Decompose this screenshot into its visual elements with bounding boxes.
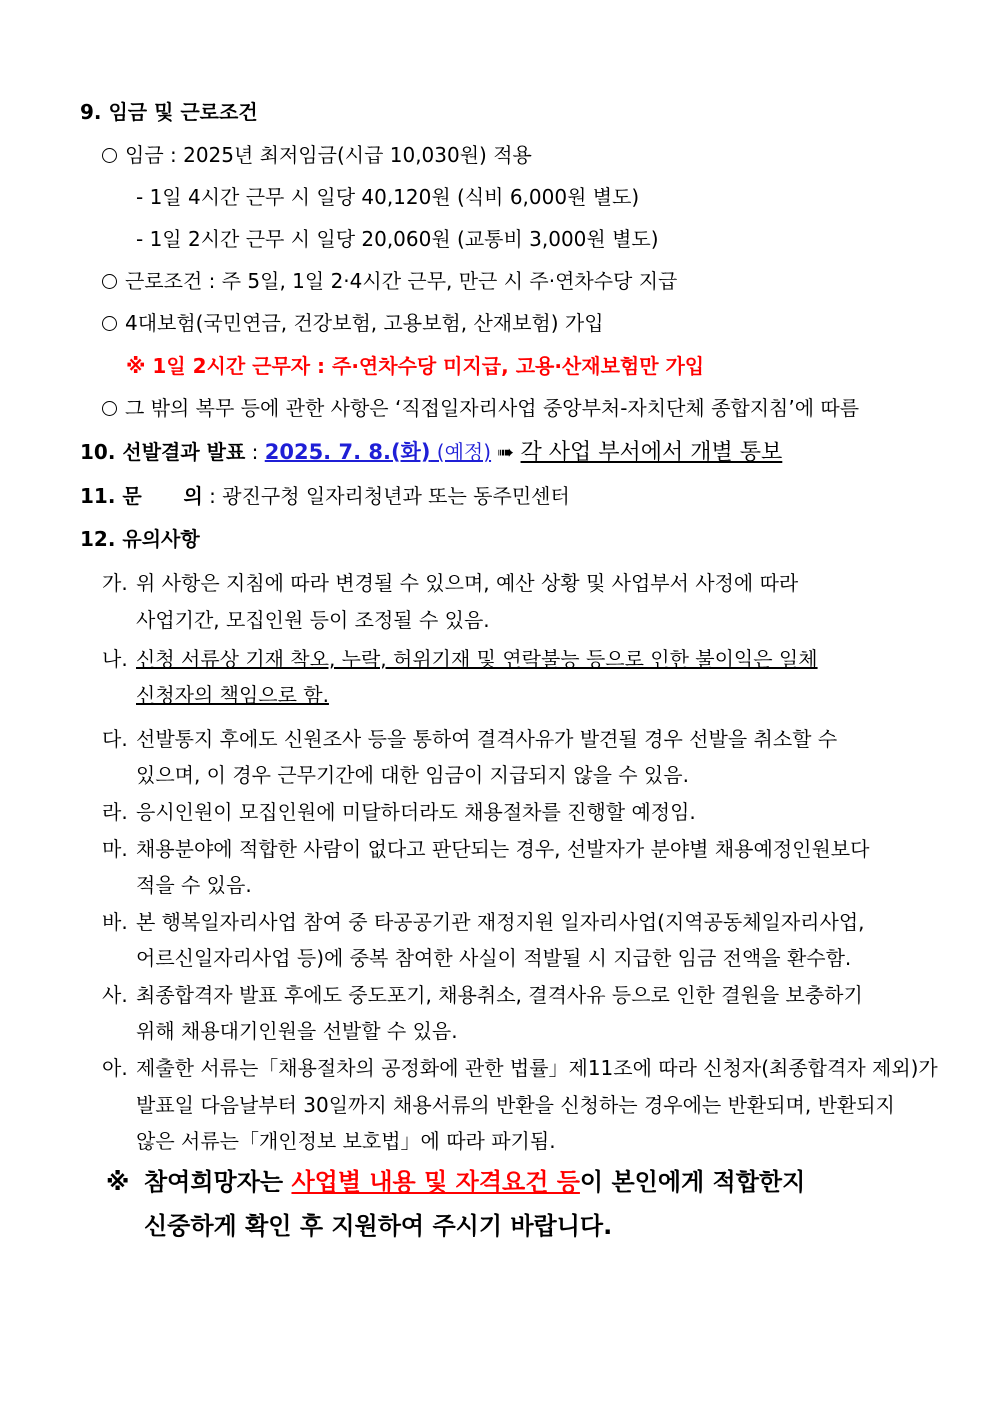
notice-item-line: 선발통지 후에도 신원조사 등을 통하여 결격사유가 발견될 경우 선발을 취소할 수 [136, 727, 838, 751]
final-note-line-2: 신중하게 확인 후 지원하여 주시기 바랍니다. [144, 1212, 613, 1240]
section-11-line [80, 482, 570, 510]
notice-item-line: 발표일 다음날부터 30일까지 채용서류의 반환을 신청하는 경우에는 반환되며, 반환되지 [136, 1093, 895, 1117]
arrow-icon: ➠ [491, 440, 521, 464]
notice-item-mark: 가. [102, 571, 128, 595]
wage-sub-item-2: - 1일 2시간 근무 시 일당 20,060원 (교통비 3,000원 별도) [136, 227, 659, 251]
circle-bullet-icon [102, 274, 117, 289]
notice-item-line: 않은 서류는「개인정보 보호법」에 따라 파기됨. [136, 1129, 556, 1153]
result-date: 2025. 7. 8.(화) [264, 440, 431, 464]
notice-item-mark: 라. [102, 800, 128, 824]
notice-item-line: 신청자의 책임으로 함. [136, 683, 329, 707]
conditions-item [102, 267, 677, 295]
wage-text: 임금 : 2025년 최저임금(시급 10,030원) 적용 [125, 143, 532, 167]
notice-item-line: 위해 채용대기인원을 선발할 수 있음. [136, 1019, 458, 1043]
notice-item-mark: 사. [102, 983, 128, 1007]
wage-sub-item-1: - 1일 4시간 근무 시 일당 40,120원 (식비 6,000원 별도) [136, 185, 640, 209]
section-12-heading: 12. 유의사항 [80, 527, 200, 551]
final-note-line-1 [144, 1164, 805, 1200]
notice-item-line: 사업기간, 모집인원 등이 조정될 수 있음. [136, 608, 490, 632]
notice-item-line: 본 행복일자리사업 참여 중 타공공기관 재정지원 일자리사업(지역공동체일자리사업, [136, 910, 865, 934]
final-note-mark: ※ [106, 1168, 130, 1196]
final-note-part-1: 참여희망자는 [144, 1168, 292, 1196]
notice-item-mark: 마. [102, 837, 128, 861]
circle-bullet-icon [102, 148, 117, 163]
notice-item-line: 채용분야에 적합한 사람이 없다고 판단되는 경우, 선발자가 분야별 채용예정인원보다 [136, 837, 870, 861]
section-10-colon: : [245, 440, 265, 464]
notice-item-line: 위 사항은 지침에 따라 변경될 수 있으며, 예산 상황 및 사업부서 사정에 따라 [136, 571, 799, 595]
inquiry-text: : 광진구청 일자리청년과 또는 동주민센터 [202, 484, 570, 508]
insurance-text: 4대보험(국민연금, 건강보험, 고용보험, 산재보험) 가입 [125, 311, 604, 335]
circle-bullet-icon [102, 316, 117, 331]
notice-item-mark: 다. [102, 727, 128, 751]
notice-item-line: 최종합격자 발표 후에도 중도포기, 채용취소, 결격사유 등으로 인한 결원을 보충하기 [136, 983, 863, 1007]
notice-item-line: 있으며, 이 경우 근무기간에 대한 임금이 지급되지 않을 수 있음. [136, 763, 689, 787]
notice-item-mark: 바. [102, 910, 128, 934]
section-10-line [80, 438, 782, 467]
section-9-heading: 9. 임금 및 근로조건 [80, 100, 258, 124]
wage-item [102, 141, 532, 169]
notice-item-line: 적을 수 있음. [136, 873, 252, 897]
notice-item-line: 응시인원이 모집인원에 미달하더라도 채용절차를 진행할 예정임. [136, 800, 696, 824]
two-hour-note: ※ 1일 2시간 근무자 : 주·연차수당 미지급, 고용·산재보험만 가입 [126, 354, 705, 378]
result-date-link [265, 440, 491, 464]
conditions-text: 근로조건 : 주 5일, 1일 2·4시간 근무, 만근 시 주·연차수당 지급 [125, 269, 678, 293]
notice-item-mark: 나. [102, 647, 128, 671]
section-11-label: 11. 문 의 [80, 484, 203, 508]
notice-item-mark: 아. [102, 1056, 128, 1080]
notice-item-line: 어르신일자리사업 등)에 중복 참여한 사실이 적발될 시 지급한 임금 전액을 환수함. [136, 946, 852, 970]
notice-item-line: 제출한 서류는「채용절차의 공정화에 관한 법률」제11조에 따라 신청자(최종합격자 제외)가 [136, 1056, 938, 1080]
insurance-item [102, 309, 604, 337]
other-text: 그 밖의 복무 등에 관한 사항은 ‘직접일자리사업 중앙부처-자치단체 종합지침’에 따름 [125, 396, 860, 420]
final-note-part-2: 이 본인에게 적합한지 [579, 1168, 806, 1196]
notice-text: 각 사업 부서에서 개별 통보 [520, 440, 783, 465]
other-item [102, 394, 859, 422]
section-10-label: 10. 선발결과 발표 [80, 440, 246, 464]
final-note-highlight: 사업별 내용 및 자격요건 등 [291, 1168, 580, 1196]
circle-bullet-icon [102, 401, 117, 416]
notice-item-line: 신청 서류상 기재 착오, 누락, 허위기재 및 연락불능 등으로 인한 불이익은 일체 [136, 647, 818, 671]
tentative-label: (예정) [430, 440, 492, 464]
